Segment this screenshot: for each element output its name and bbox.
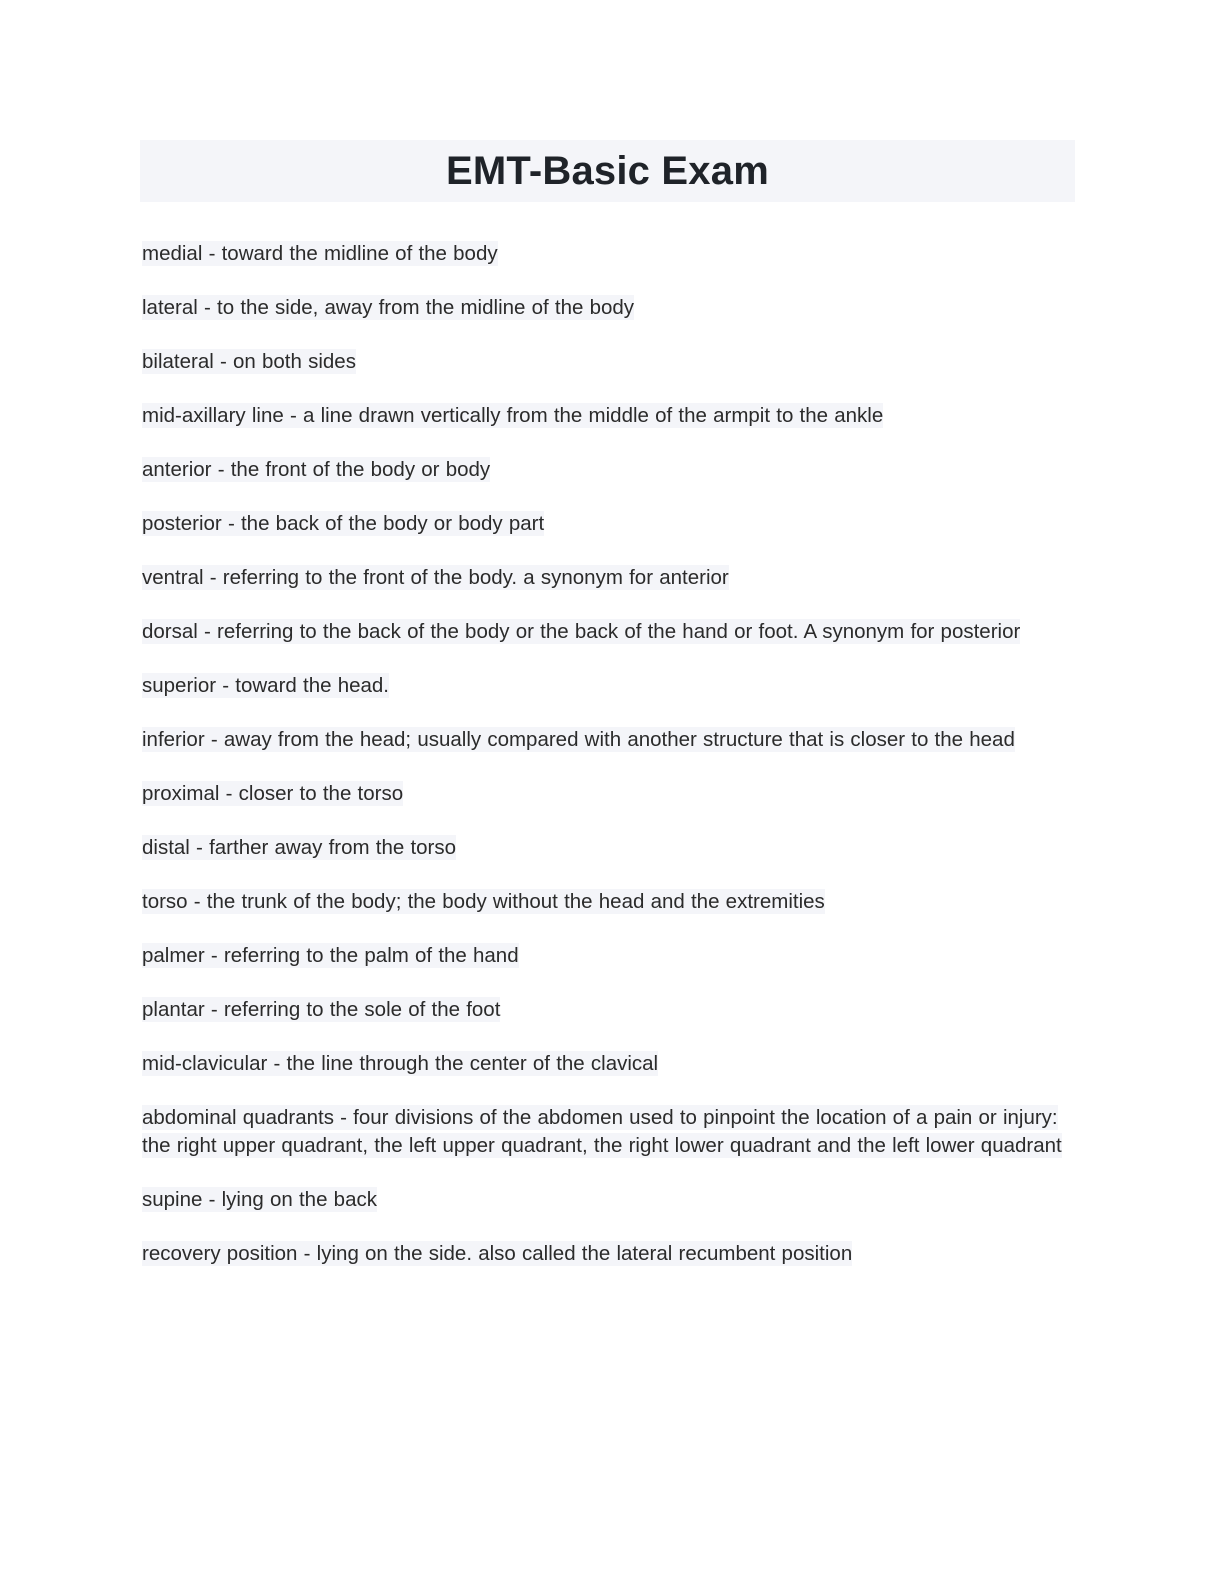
page-title: EMT-Basic Exam — [446, 149, 769, 193]
definition-item — [142, 1104, 1072, 1160]
definition-text: posterior - the back of the body or body part — [142, 512, 545, 535]
definition-text: medial - toward the midline of the body — [142, 242, 498, 265]
definition-item — [142, 996, 1072, 1024]
definition-text: recovery position - lying on the side. also called the lateral recumbent position — [142, 1242, 853, 1265]
definition-text: dorsal - referring to the back of the body or the back of the hand or foot. A synonym for posterior — [142, 620, 1021, 643]
definition-text: proximal - closer to the torso — [142, 782, 404, 805]
definition-item — [142, 942, 1072, 970]
definition-item — [142, 402, 1072, 430]
definition-item — [142, 618, 1072, 646]
definition-text: superior - toward the head. — [142, 674, 389, 697]
definition-item — [142, 510, 1072, 538]
definition-text: supine - lying on the back — [142, 1188, 377, 1211]
definition-item — [142, 888, 1072, 916]
definition-item — [142, 564, 1072, 592]
page-title-band — [140, 140, 1075, 202]
definition-item — [142, 834, 1072, 862]
definition-text: palmer - referring to the palm of the hand — [142, 944, 519, 967]
definition-item — [142, 240, 1072, 268]
definition-item — [142, 726, 1072, 754]
definition-text: mid-axillary line - a line drawn vertically from the middle of the armpit to the ankle — [142, 404, 884, 427]
definition-item — [142, 1050, 1072, 1078]
definition-item — [142, 456, 1072, 484]
definition-text: anterior - the front of the body or body — [142, 458, 491, 481]
definition-text: torso - the trunk of the body; the body without the head and the extremities — [142, 890, 825, 913]
definition-item — [142, 672, 1072, 700]
definition-text: distal - farther away from the torso — [142, 836, 457, 859]
definition-text: mid-clavicular - the line through the center of the clavical — [142, 1052, 659, 1075]
definition-list — [142, 240, 1072, 1294]
definition-item — [142, 1186, 1072, 1214]
definition-text: plantar - referring to the sole of the foot — [142, 998, 501, 1021]
definition-item — [142, 294, 1072, 322]
definition-text: lateral - to the side, away from the midline of the body — [142, 296, 635, 319]
definition-item — [142, 1240, 1072, 1268]
definition-item — [142, 348, 1072, 376]
definition-text: abdominal quadrants - four divisions of the abdomen used to pinpoint the location of a pain or injury: the right upper quadrant, the left upper quadrant, the right lower quadrant and the left lower quadrant — [142, 1106, 1062, 1157]
definition-text: inferior - away from the head; usually compared with another structure that is closer to the head — [142, 728, 1015, 751]
definition-item — [142, 780, 1072, 808]
definition-text: bilateral - on both sides — [142, 350, 356, 373]
definition-text: ventral - referring to the front of the body. a synonym for anterior — [142, 566, 729, 589]
